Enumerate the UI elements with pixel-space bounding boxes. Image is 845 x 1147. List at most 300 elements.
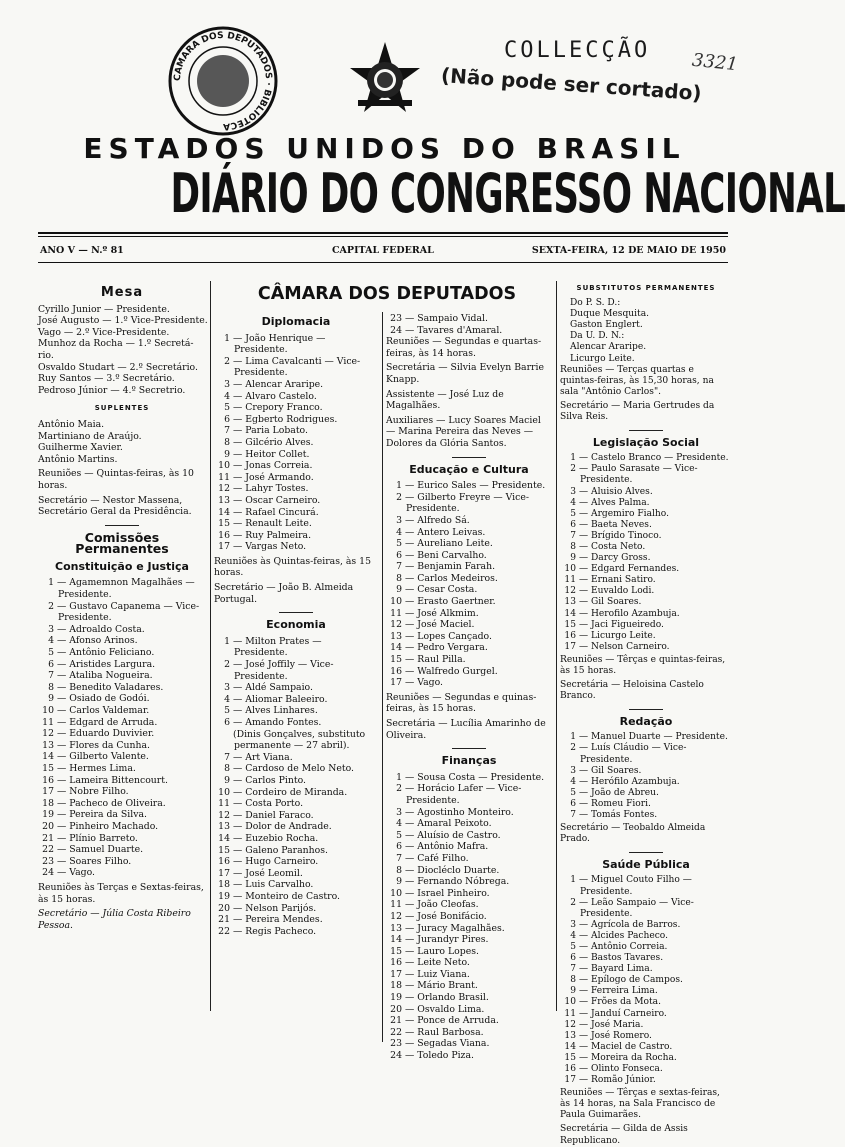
member-name: Raul Pilla.	[417, 654, 466, 666]
member-name: João de Abreu.	[591, 787, 659, 798]
saude-secretary: Secretária — Gilda de Assis Republicano.	[560, 1124, 688, 1146]
member-number: 21	[218, 914, 230, 926]
member-item: 22 — Raul Barbosa.	[386, 1027, 552, 1039]
member-item: 3 — Aluisio Alves.	[560, 487, 732, 498]
member-name: Cordeiro de Miranda.	[245, 786, 348, 798]
economia-assistant: Assistente — José Luz de Magalhães.	[386, 388, 504, 412]
member-number: 17	[564, 641, 576, 652]
member-number: 8	[224, 436, 230, 448]
member-number: 15	[218, 844, 230, 856]
member-name: Antônio Correia.	[591, 941, 668, 952]
member-item: 20 — Pinheiro Machado.	[38, 821, 206, 833]
member-name: Carlos Valdemar.	[69, 705, 150, 716]
member-name: Olinto Fonseca.	[591, 1064, 663, 1074]
member-number: 16	[564, 630, 576, 641]
member-number: 10	[218, 786, 230, 798]
divider	[279, 612, 313, 613]
member-number: 1	[224, 332, 230, 344]
member-name: José Joffily — Vice-Presidente.	[234, 659, 334, 682]
diplomacia-list	[214, 333, 378, 553]
divider	[452, 457, 486, 458]
member-name: Moreira da Rocha.	[591, 1052, 677, 1063]
member-name: Bayard Lima.	[591, 964, 653, 975]
educacao-meetings: Reuniões — Segundas e quinas-feiras, às 15 horas.	[386, 691, 537, 715]
member-name: Argemiro Fialho.	[591, 508, 669, 519]
constituicao-title: Constituição e Justiça	[55, 559, 189, 573]
member-name: Osvaldo Lima.	[417, 1003, 485, 1015]
member-number: 12	[564, 586, 576, 597]
member-name: José Bonifácio.	[417, 910, 487, 922]
member-name: Pereira Mendes.	[245, 914, 323, 926]
column-divider-1	[210, 281, 211, 1011]
member-number: 17	[218, 541, 230, 553]
legislacao-title: Legislação Social	[592, 436, 700, 450]
member-name: José Leomil.	[245, 867, 303, 879]
member-name: Walfredo Gurgel.	[417, 665, 498, 677]
saude-title: Saúde Pública	[602, 858, 690, 872]
member-number: 10	[42, 705, 54, 716]
member-name: Edgard Fernandes.	[591, 564, 680, 575]
member-number: 20	[42, 820, 54, 832]
member-number: 15	[390, 945, 402, 957]
member-item: 6 — Aristides Largura.	[38, 659, 206, 671]
national-emblem	[344, 40, 426, 122]
member-number: 9	[396, 584, 402, 596]
member-name: Flores da Cunha.	[69, 739, 150, 751]
member-number: 7	[396, 561, 402, 573]
member-item: 9 — Ferreira Lima.	[560, 986, 732, 997]
list-item: rio.	[38, 349, 54, 361]
member-number: 2	[570, 464, 576, 475]
member-number: 14	[42, 751, 54, 763]
list-item: Do P. S. D.:	[570, 298, 621, 309]
member-name: Paulo Sarasate — Vice-Presidente.	[580, 464, 698, 486]
member-number: 6	[224, 413, 230, 425]
library-seal	[166, 24, 280, 138]
member-item: 8 — Costa Neto.	[560, 542, 732, 553]
member-name: Vargas Neto.	[245, 541, 307, 553]
member-number: 3	[48, 623, 54, 635]
member-name: Daniel Faraco.	[245, 809, 314, 821]
member-name: Crepory Franco.	[245, 402, 323, 414]
member-name: Lima Cavalcanti — Vice-Presidente.	[234, 355, 361, 379]
member-name: Gustavo Capanema — Vice-Presidente.	[58, 600, 200, 624]
member-number: 10	[564, 564, 576, 575]
masthead-rule-bottom	[38, 262, 728, 263]
member-name: João Cleofas.	[417, 899, 479, 911]
member-number: 9	[48, 693, 54, 705]
member-name: Diocléclo Duarte.	[417, 864, 500, 876]
member-item: 5 — João de Abreu.	[560, 788, 732, 799]
member-number: 15	[218, 518, 230, 530]
member-item: 2 — José Joffily — Vice-Presidente.	[214, 659, 378, 682]
mesa-title: Mesa	[100, 285, 144, 300]
member-number: 14	[390, 642, 402, 654]
member-name: Pereira da Silva.	[69, 809, 147, 821]
legislacao-list	[560, 453, 732, 653]
member-item: 13 — Oscar Carneiro.	[214, 495, 378, 507]
suplentes-list	[38, 419, 206, 465]
member-item: 3 — Alencar Araripe.	[214, 379, 378, 391]
member-number: 12	[390, 910, 402, 922]
list-item: Licurgo Leite.	[570, 353, 635, 364]
member-item: 17 — Vago.	[386, 677, 552, 689]
member-number: 12	[390, 619, 402, 631]
member-item: 11 — José Alkmim.	[386, 608, 552, 620]
member-number: 13	[390, 630, 402, 642]
member-number: 14	[218, 832, 230, 844]
member-number: 7	[224, 425, 230, 437]
member-item: 13 — Dolor de Andrade.	[214, 821, 378, 833]
substitutos-list	[560, 298, 732, 365]
member-item: 6 — Egberto Rodrigues.	[214, 414, 378, 426]
member-item: 14 — Jurandyr Pires.	[386, 934, 552, 946]
member-number: 15	[42, 762, 54, 774]
mesa-secretary: Secretário — Nestor Massena, Secretário Geral da Presidência.	[38, 494, 192, 518]
saude-meetings: Reuniões — Têrças e sextas-feiras, às 14 horas, na Sala Francisco de Paula Guimarães.	[560, 1088, 720, 1121]
member-number: 8	[48, 681, 54, 693]
member-name: Heitor Collet.	[245, 448, 310, 460]
member-item: 16 — Lameira Bittencourt.	[38, 775, 206, 787]
member-item: 4 — Amaral Peixoto.	[386, 818, 552, 830]
member-number: 1	[48, 577, 54, 589]
member-number: 11	[564, 1008, 576, 1019]
member-item: 11 — João Cleofas.	[386, 899, 552, 911]
member-name: Euzebio Rocha.	[245, 832, 319, 844]
member-name: Frões da Mota.	[591, 997, 661, 1008]
member-name: Carlos Medeiros.	[417, 572, 498, 584]
member-item: 3 — Alfredo Sá.	[386, 515, 552, 527]
member-name: Ponce de Arruda.	[417, 1015, 499, 1027]
member-item: 21 — Ponce de Arruda.	[386, 1015, 552, 1027]
legislacao-meetings: Reuniões — Têrças e quintas-feiras, às 15 horas.	[560, 654, 726, 676]
member-name: Samuel Duarte.	[69, 844, 144, 856]
suplentes-title: SUPLENTES	[94, 404, 150, 413]
member-name: José Maciel.	[417, 619, 475, 631]
member-item: 9 — Osiado de Godói.	[38, 693, 206, 705]
member-item: 10 — Erasto Gaertner.	[386, 596, 552, 608]
member-item: 2 — Gustavo Capanema — Vice-Presidente.	[38, 601, 206, 624]
member-number: 3	[396, 514, 402, 526]
member-name: Edgard de Arruda.	[69, 716, 158, 728]
member-number: 2	[570, 897, 576, 908]
member-item: 22 — Regis Pacheco.	[214, 926, 378, 938]
member-name: Alcides Pacheco.	[591, 930, 668, 941]
member-item: 14 — Herofilo Azambuja.	[560, 609, 732, 620]
member-item: 14 — Pedro Vergara.	[386, 642, 552, 654]
member-name: Antônio Mafra.	[417, 841, 489, 853]
member-number: 12	[218, 809, 230, 821]
member-name: Luiz Viana.	[417, 968, 470, 980]
member-name: Segadas Viana.	[417, 1038, 490, 1050]
member-number: 4	[570, 930, 576, 941]
member-number: 15	[564, 619, 576, 630]
member-name: Vago.	[417, 677, 444, 689]
handwritten-number: 3321	[691, 49, 739, 76]
member-number: 8	[224, 763, 230, 775]
member-number: 17	[564, 1075, 576, 1086]
member-number: 14	[564, 608, 576, 619]
member-item: 16 — Leite Neto.	[386, 957, 552, 969]
member-number: 19	[390, 992, 402, 1004]
member-number: 5	[570, 508, 576, 519]
member-number: 4	[396, 818, 402, 830]
member-item	[214, 729, 378, 752]
member-name: Euvaldo Lodi.	[591, 586, 655, 597]
member-number: 3	[570, 486, 576, 497]
member-item: 12 — Lahyr Tostes.	[214, 483, 378, 495]
member-number: 11	[390, 899, 402, 911]
member-number: 1	[570, 732, 576, 743]
member-number: 9	[224, 448, 230, 460]
member-number: 6	[224, 717, 230, 728]
member-number: 10	[218, 460, 230, 472]
substitutos-meetings: Reuniões — Terças quartas e quintas-feiras, às 15,30 horas, na sala "Antônio Carlos".	[560, 364, 714, 397]
member-name: Nelson Carneiro.	[591, 641, 670, 652]
member-name: Ruy Palmeira.	[245, 529, 312, 541]
camara-title: CÂMARA DOS DEPUTADOS	[257, 284, 517, 304]
mesa-list	[38, 304, 206, 397]
member-number: 4	[396, 526, 402, 538]
member-item: 16 — Hugo Carneiro.	[214, 856, 378, 868]
member-item: 7 — Tomás Fontes.	[560, 810, 732, 821]
member-name: Carlos Pinto.	[245, 774, 307, 786]
member-number: 6	[48, 658, 54, 670]
member-item: 20 — Osvaldo Lima.	[386, 1004, 552, 1016]
member-item: 10 — Cordeiro de Miranda.	[214, 787, 378, 799]
member-name: José Maria.	[591, 1019, 644, 1030]
member-item: 12 — José Maciel.	[386, 619, 552, 631]
member-number: 4	[48, 635, 54, 647]
member-item: 3 — Agostinho Monteiro.	[386, 807, 552, 819]
member-name: Bastos Tavares.	[591, 953, 664, 964]
member-item: 5 — Antônio Correia.	[560, 942, 732, 953]
member-number: 23	[42, 855, 54, 867]
member-number: 16	[390, 957, 402, 969]
member-item: 4 — Antero Leivas.	[386, 527, 552, 539]
member-item: 17 — Nelson Carneiro.	[560, 642, 732, 653]
member-number: 6	[570, 798, 576, 809]
member-number: 6	[570, 519, 576, 530]
member-name: Benjamin Farah.	[417, 561, 496, 573]
member-name: Oscar Carneiro.	[245, 494, 321, 506]
economia-auxiliaries: Auxiliares — Lucy Soares Maciel — Marina Pereira das Neves — Dolores da Glória Santos.	[386, 414, 541, 449]
member-item: 9 — Carlos Pinto.	[214, 775, 378, 787]
member-name: Alves Palma.	[591, 497, 650, 508]
member-item: 13 — Lopes Cançado.	[386, 631, 552, 643]
member-name: Gilberto Freyre — Vice-Presidente.	[406, 491, 530, 515]
member-name: Agamemnon Magalhães — Presidente.	[58, 577, 195, 601]
member-name: Israel Pinheiro.	[417, 887, 490, 899]
member-item: 2 — Horácio Lafer — Vice-Presidente.	[386, 783, 552, 806]
member-item: 17 — Luiz Viana.	[386, 969, 552, 981]
member-name: Hermes Lima.	[69, 762, 136, 774]
member-name: Beni Carvalho.	[417, 549, 487, 561]
member-item: 20 — Nelson Parijós.	[214, 903, 378, 915]
member-item: 1 — Castelo Branco — Presidente.	[560, 453, 732, 464]
member-number: 18	[390, 980, 402, 992]
member-name: Orlando Brasil.	[417, 992, 489, 1004]
member-number: 8	[570, 541, 576, 552]
member-name: Amando Fontes.	[245, 717, 322, 728]
member-name: Agostinho Monteiro.	[417, 806, 514, 818]
member-item: 5 — Argemiro Fialho.	[560, 509, 732, 520]
member-name: Amaral Peixoto.	[417, 818, 492, 830]
member-name: Alves Linhares.	[245, 705, 318, 717]
member-item: 8 — Cardoso de Melo Neto.	[214, 763, 378, 775]
member-item: 3 — Gil Soares.	[560, 766, 732, 777]
member-item: 6 — Antônio Mafra.	[386, 841, 552, 853]
member-name: Regis Pacheco.	[245, 925, 317, 937]
member-name: Gil Soares.	[591, 765, 642, 776]
member-name: Nelson Parijós.	[245, 902, 317, 914]
member-name: Fernando Nóbrega.	[417, 876, 510, 888]
member-item: 12 — José Maria.	[560, 1020, 732, 1031]
educacao-list	[386, 480, 552, 689]
member-item: 4 — Alves Palma.	[560, 498, 732, 509]
member-number: 18	[218, 879, 230, 891]
member-item: 1 — Agamemnon Magalhães — Presidente.	[38, 577, 206, 600]
member-name: Aluisio Alves.	[591, 486, 653, 497]
newspaper-title: DIÁRIO DO CONGRESSO NACIONAL	[170, 162, 845, 225]
member-item: 18 — Luis Carvalho.	[214, 879, 378, 891]
member-number: 1	[224, 635, 230, 647]
member-number: 9	[570, 986, 576, 997]
member-item: 19 — Orlando Brasil.	[386, 992, 552, 1004]
member-item: 1 — Eurico Sales — Presidente.	[386, 480, 552, 492]
member-name: Sousa Costa — Presidente.	[417, 771, 545, 783]
member-number: 11	[218, 798, 230, 810]
member-item: 14 — Maciel de Castro.	[560, 1042, 732, 1053]
member-item: 7 — Benjamin Farah.	[386, 561, 552, 573]
member-item: 15 — Raul Pilla.	[386, 654, 552, 666]
member-item: 4 — Afonso Arinos.	[38, 635, 206, 647]
member-name: Romão Júnior.	[591, 1075, 656, 1086]
member-item: 4 — Aliomar Baleeiro.	[214, 694, 378, 706]
economia-list-continued	[386, 313, 552, 336]
redacao-title: Redação	[619, 715, 673, 729]
member-item: 19 — Monteiro de Castro.	[214, 891, 378, 903]
member-item: 3 — Adroaldo Costa.	[38, 624, 206, 636]
member-name: Gilberto Valente.	[69, 751, 149, 763]
member-number: 16	[218, 856, 230, 868]
member-name: Aliomar Baleeiro.	[245, 693, 328, 705]
member-name: José Alkmim.	[417, 607, 479, 619]
member-number: 11	[42, 716, 54, 728]
member-number: 12	[218, 483, 230, 495]
list-item: Martiniano de Araújo.	[38, 430, 142, 442]
member-number: 3	[570, 765, 576, 776]
member-item: 14 — Rafael Cincurá.	[214, 507, 378, 519]
member-number: 7	[224, 751, 230, 763]
member-item: 5 — Aluísio de Castro.	[386, 830, 552, 842]
column-divider-2	[382, 312, 383, 1042]
member-number: 3	[224, 682, 230, 694]
member-number: 17	[390, 968, 402, 980]
member-number: 5	[396, 829, 402, 841]
member-name: Pinheiro Machado.	[69, 820, 159, 832]
member-name: João Henrique — Presidente.	[234, 332, 326, 356]
member-number: 2	[570, 743, 576, 754]
member-name: Renault Leite.	[245, 518, 312, 530]
masthead-rule-top-thin	[38, 236, 728, 237]
member-name: Romeu Fiori.	[591, 798, 651, 809]
member-number: 22	[42, 844, 54, 856]
member-name: Leão Sampaio — Vice-Presidente.	[580, 897, 694, 919]
economia-meetings: Reuniões — Segundas e quartas-feiras, às 14 horas.	[386, 336, 542, 359]
list-item: Vago — 2.º Vice-Presidente.	[38, 326, 170, 338]
member-number: 10	[564, 997, 576, 1008]
member-item: 16 — Olinto Fonseca.	[560, 1064, 732, 1075]
member-number: 5	[48, 647, 54, 659]
divider	[629, 852, 663, 853]
stamp-notice: (Não pode ser cortado)	[440, 63, 703, 106]
member-item: 1 — João Henrique — Presidente.	[214, 333, 378, 356]
member-item: 12 — Eduardo Duvivier.	[38, 728, 206, 740]
member-name: Alvaro Castelo.	[245, 390, 317, 402]
member-item: 17 — Vargas Neto.	[214, 541, 378, 553]
member-name: Pacheco de Oliveira.	[69, 797, 166, 809]
member-item: 16 — Ruy Palmeira.	[214, 530, 378, 542]
member-name: José Armando.	[245, 471, 314, 483]
member-name: Adroaldo Costa.	[69, 623, 145, 635]
member-item: 12 — Euvaldo Lodi.	[560, 586, 732, 597]
member-number: 6	[396, 841, 402, 853]
member-number: 14	[390, 934, 402, 946]
member-number: 17	[42, 786, 54, 798]
member-item: 12 — José Bonifácio.	[386, 911, 552, 923]
member-item: 10 — Israel Pinheiro.	[386, 888, 552, 900]
member-item: 9 — Cesar Costa.	[386, 584, 552, 596]
member-item: 1 — Miguel Couto Filho — Presidente.	[560, 875, 732, 897]
member-item: 21 — Pereira Mendes.	[214, 914, 378, 926]
member-name: Jonas Correia.	[245, 460, 313, 472]
member-item: 16 — Walfredo Gurgel.	[386, 666, 552, 678]
issue-date: SEXTA-FEIRA, 12 DE MAIO DE 1950	[531, 245, 726, 256]
member-number: 5	[570, 941, 576, 952]
member-number: 1	[396, 480, 402, 492]
member-number: 14	[218, 506, 230, 518]
member-item: 14 — Gilberto Valente.	[38, 751, 206, 763]
member-number: 12	[564, 1019, 576, 1030]
member-item: 23 — Segadas Viana.	[386, 1038, 552, 1050]
member-item: 5 — Antônio Feliciano.	[38, 647, 206, 659]
member-item: 15 — Galeno Paranhos.	[214, 845, 378, 857]
member-item: 10 — Carlos Valdemar.	[38, 705, 206, 717]
member-name: Tomás Fontes.	[591, 810, 658, 821]
member-number: 20	[390, 1003, 402, 1015]
member-number: 7	[396, 852, 402, 864]
country-heading: ESTADOS UNIDOS DO BRASIL	[83, 132, 686, 165]
member-number: 4	[224, 693, 230, 705]
member-item: 8 — Gilcério Alves.	[214, 437, 378, 449]
member-number: 11	[218, 471, 230, 483]
member-item: 6 — Romeu Fiori.	[560, 799, 732, 810]
member-number: 9	[224, 774, 230, 786]
member-name: Agrícola de Barros.	[591, 919, 681, 930]
member-name: Ataliba Nogueira.	[69, 670, 153, 682]
member-name: Monteiro de Castro.	[245, 890, 340, 902]
member-name: Juracy Magalhães.	[417, 922, 505, 934]
member-name: Lauro Lopes.	[417, 945, 479, 957]
list-item: Munhoz da Rocha — 1.º Secretá-	[38, 338, 194, 350]
member-item: 23 — Soares Filho.	[38, 856, 206, 868]
member-number: 16	[564, 1064, 576, 1074]
member-number: 13	[218, 494, 230, 506]
member-number: 15	[564, 1052, 576, 1063]
constituicao-meetings: Reuniões às Terças e Sextas-feiras, às 15 horas.	[38, 881, 204, 905]
member-item: 11 — José Armando.	[214, 472, 378, 484]
